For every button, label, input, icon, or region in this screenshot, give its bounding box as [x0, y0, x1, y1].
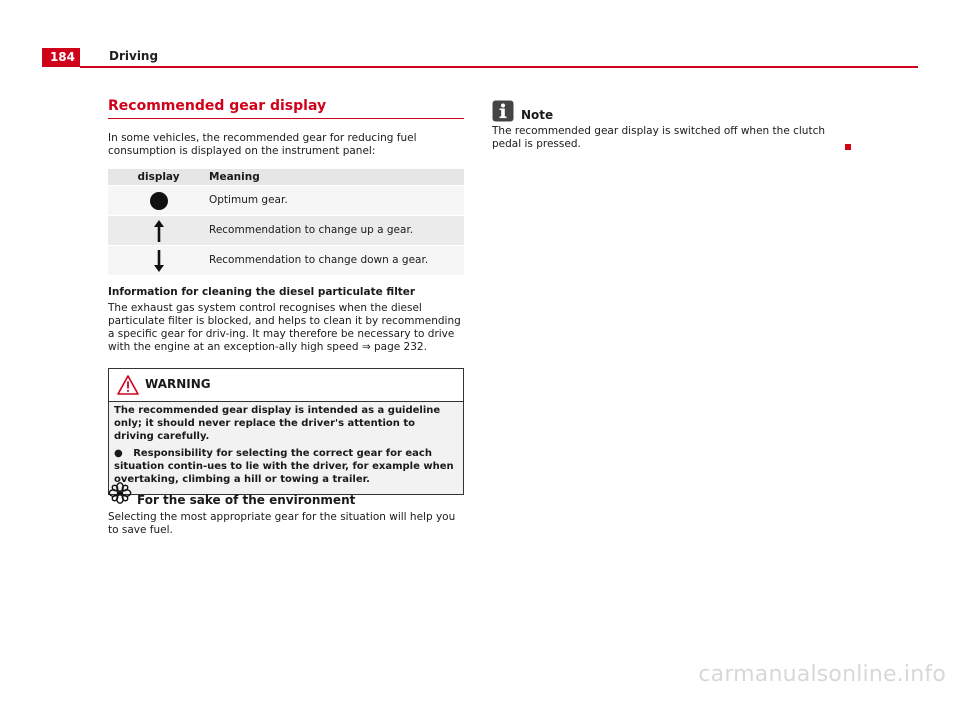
- display-cell: [108, 246, 209, 276]
- environment-paragraph: Selecting the most appropriate gear for the situation will help you to save fuel.: [108, 511, 456, 536]
- intro-paragraph: In some vehicles, the recommended gear for reducing fuel consumption is displayed on the instrument panel:: [108, 132, 417, 157]
- warning-body: [109, 402, 463, 494]
- arrow-down-icon: [154, 250, 164, 272]
- info-icon: [492, 100, 514, 122]
- column-header-meaning: Meaning: [209, 169, 464, 186]
- environment-title: For the sake of the environment: [137, 493, 356, 507]
- table-row: [108, 186, 464, 216]
- page-number: 184: [42, 48, 80, 67]
- warning-bullet-text: Responsibility for selecting the correct gear for each situation contin-ues to lie with the driver, for example when overtaking, climbing a hill or towing a trailer.: [114, 448, 454, 485]
- meaning-cell: Recommendation to change down a gear.: [209, 246, 464, 276]
- flower-icon: [108, 482, 132, 504]
- warning-bullet-item: [114, 447, 457, 486]
- section-title: Recommended gear display: [108, 100, 464, 119]
- warning-box: [108, 368, 464, 495]
- filled-circle-icon: [150, 192, 168, 210]
- chapter-title: Driving: [109, 49, 159, 63]
- arrow-up-icon: [154, 220, 164, 242]
- warning-text: The recommended gear display is intended as a guideline only; it should never replace the driver's attention to driving carefully.: [114, 405, 441, 442]
- note-paragraph: The recommended gear display is switched off when the clutch pedal is pressed.: [492, 125, 826, 150]
- table-row: [108, 246, 464, 276]
- meaning-cell: Recommendation to change up a gear.: [209, 216, 464, 246]
- column-header-display: display: [108, 169, 209, 186]
- dpf-paragraph: The exhaust gas system control recognises when the diesel particulate filter is blocked, and helps to clean it by recommending a specific gear for driv-ing. It may therefore be necessary to drive with the engine at an exception-ally high speed ⇒ page 232.: [108, 302, 461, 353]
- watermark: carmanualsonline.info: [698, 662, 946, 687]
- warning-header: [109, 369, 463, 402]
- display-cell: [108, 216, 209, 246]
- table-header-row: [108, 169, 464, 186]
- dpf-heading: Information for cleaning the diesel particulate filter: [108, 286, 416, 298]
- meaning-cell: Optimum gear.: [209, 186, 464, 216]
- display-cell: [108, 186, 209, 216]
- header-rule: [80, 66, 918, 68]
- page-header: [42, 48, 918, 68]
- end-of-section-marker: [845, 144, 851, 150]
- table-row: [108, 216, 464, 246]
- warning-title: WARNING: [145, 377, 211, 391]
- gear-display-table: [108, 169, 464, 275]
- note-title: Note: [521, 108, 554, 122]
- bullet-icon: ●: [114, 448, 123, 459]
- warning-triangle-icon: [117, 375, 139, 395]
